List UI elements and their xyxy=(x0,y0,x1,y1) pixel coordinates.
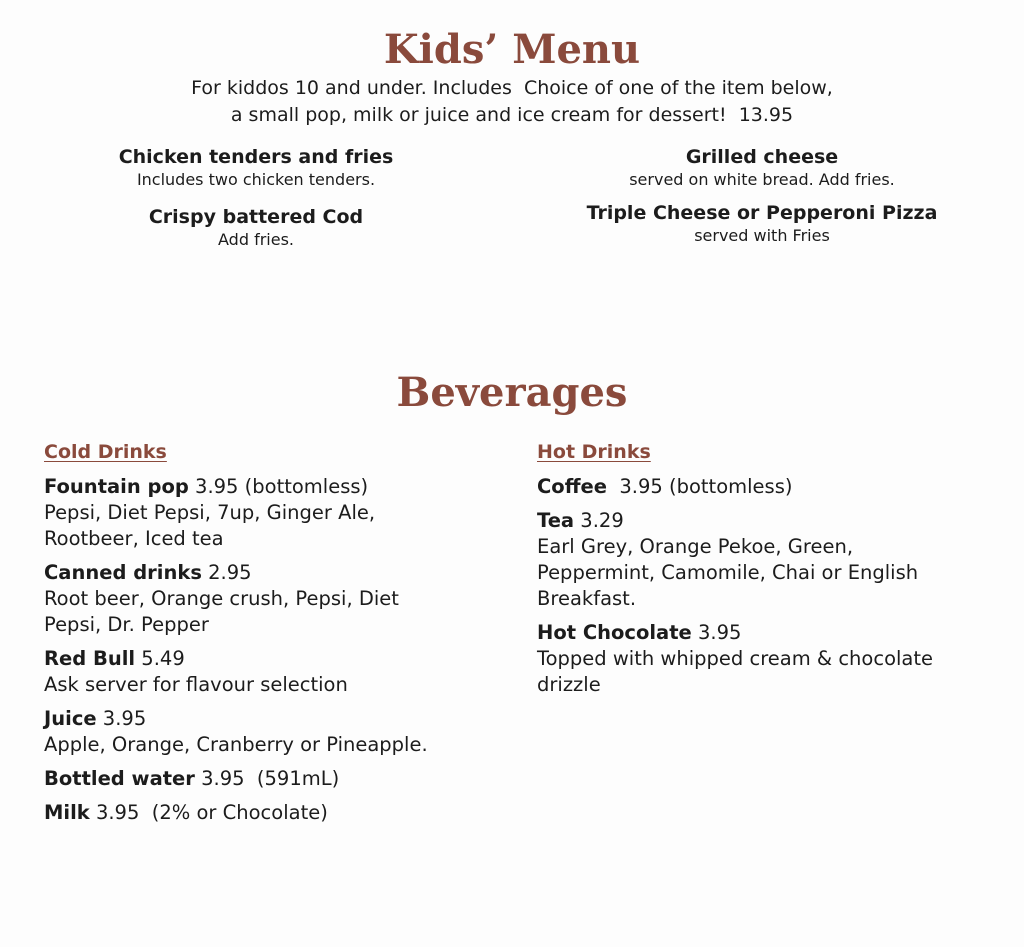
beverage-price: 3.95 (bottomless) xyxy=(606,475,793,498)
beverage-canned-drinks xyxy=(44,560,514,638)
beverage-price: 3.29 xyxy=(574,509,624,532)
beverage-description: Ask server for flavour selection xyxy=(44,673,348,696)
hot-drinks-heading: Hot Drinks xyxy=(537,441,651,463)
hot-drinks-column xyxy=(537,440,997,706)
kids-item-description: served with Fries xyxy=(694,226,830,245)
kids-menu-title: Kids’ Menu xyxy=(383,26,641,73)
kids-item-grilled-cheese xyxy=(562,145,962,190)
beverage-price: 2.95 xyxy=(201,561,252,584)
kids-item-description: served on white bread. Add fries. xyxy=(629,170,895,189)
beverage-description: Root beer, Orange crush, Pepsi, Diet Pepsi, Dr. Pepper xyxy=(44,587,399,636)
kids-item-chicken-tenders xyxy=(60,145,452,190)
kids-item-cod xyxy=(60,205,452,250)
beverage-price: 3.95 (bottomless) xyxy=(188,475,369,498)
beverage-name: Red Bull xyxy=(44,647,136,670)
beverage-fountain-pop xyxy=(44,474,514,552)
beverage-milk xyxy=(44,800,514,826)
beverage-coffee xyxy=(537,474,997,500)
beverage-name: Tea xyxy=(537,509,575,532)
kids-item-pizza xyxy=(562,201,962,246)
beverage-price: 3.95 xyxy=(96,707,147,730)
kids-menu-intro xyxy=(0,75,1024,129)
beverage-price: 3.95 (591mL) xyxy=(194,767,340,790)
kids-intro-line-1: For kiddos 10 and under. Includes Choice of one of the item below, xyxy=(191,77,833,99)
beverage-description: Earl Grey, Orange Pekoe, Green, Peppermint, Camomile, Chai or English Breakfast. xyxy=(537,535,919,610)
kids-item-description: Add fries. xyxy=(218,230,294,249)
beverage-name: Bottled water xyxy=(44,767,195,790)
beverage-name: Milk xyxy=(44,801,90,824)
beverage-juice xyxy=(44,706,514,758)
kids-intro-line-2: a small pop, milk or juice and ice cream for dessert! 13.95 xyxy=(230,104,794,126)
beverage-price: 5.49 xyxy=(135,647,185,670)
beverage-bottled-water xyxy=(44,766,514,792)
kids-item-name: Triple Cheese or Pepperoni Pizza xyxy=(586,202,938,224)
beverage-price: 3.95 (2% or Chocolate) xyxy=(89,801,328,824)
beverage-description: Topped with whipped cream & chocolate drizzle xyxy=(537,647,934,696)
beverage-description: Pepsi, Diet Pepsi, 7up, Ginger Ale, Rootbeer, Iced tea xyxy=(44,501,376,550)
beverage-tea xyxy=(537,508,997,612)
beverage-red-bull xyxy=(44,646,514,698)
kids-item-name: Chicken tenders and fries xyxy=(118,146,394,168)
cold-drinks-heading: Cold Drinks xyxy=(44,441,167,463)
cold-drinks-column xyxy=(44,440,514,834)
beverage-description: Apple, Orange, Cranberry or Pineapple. xyxy=(44,733,428,756)
beverages-title: Beverages xyxy=(396,369,628,416)
beverage-name: Coffee xyxy=(537,475,607,498)
beverage-name: Canned drinks xyxy=(44,561,202,584)
beverage-hot-chocolate xyxy=(537,620,997,698)
beverage-name: Juice xyxy=(44,707,97,730)
kids-item-name: Grilled cheese xyxy=(685,146,839,168)
beverage-name: Fountain pop xyxy=(44,475,189,498)
beverage-name: Hot Chocolate xyxy=(537,621,692,644)
kids-item-name: Crispy battered Cod xyxy=(148,206,364,228)
beverage-price: 3.95 xyxy=(691,621,742,644)
kids-item-description: Includes two chicken tenders. xyxy=(136,170,376,189)
